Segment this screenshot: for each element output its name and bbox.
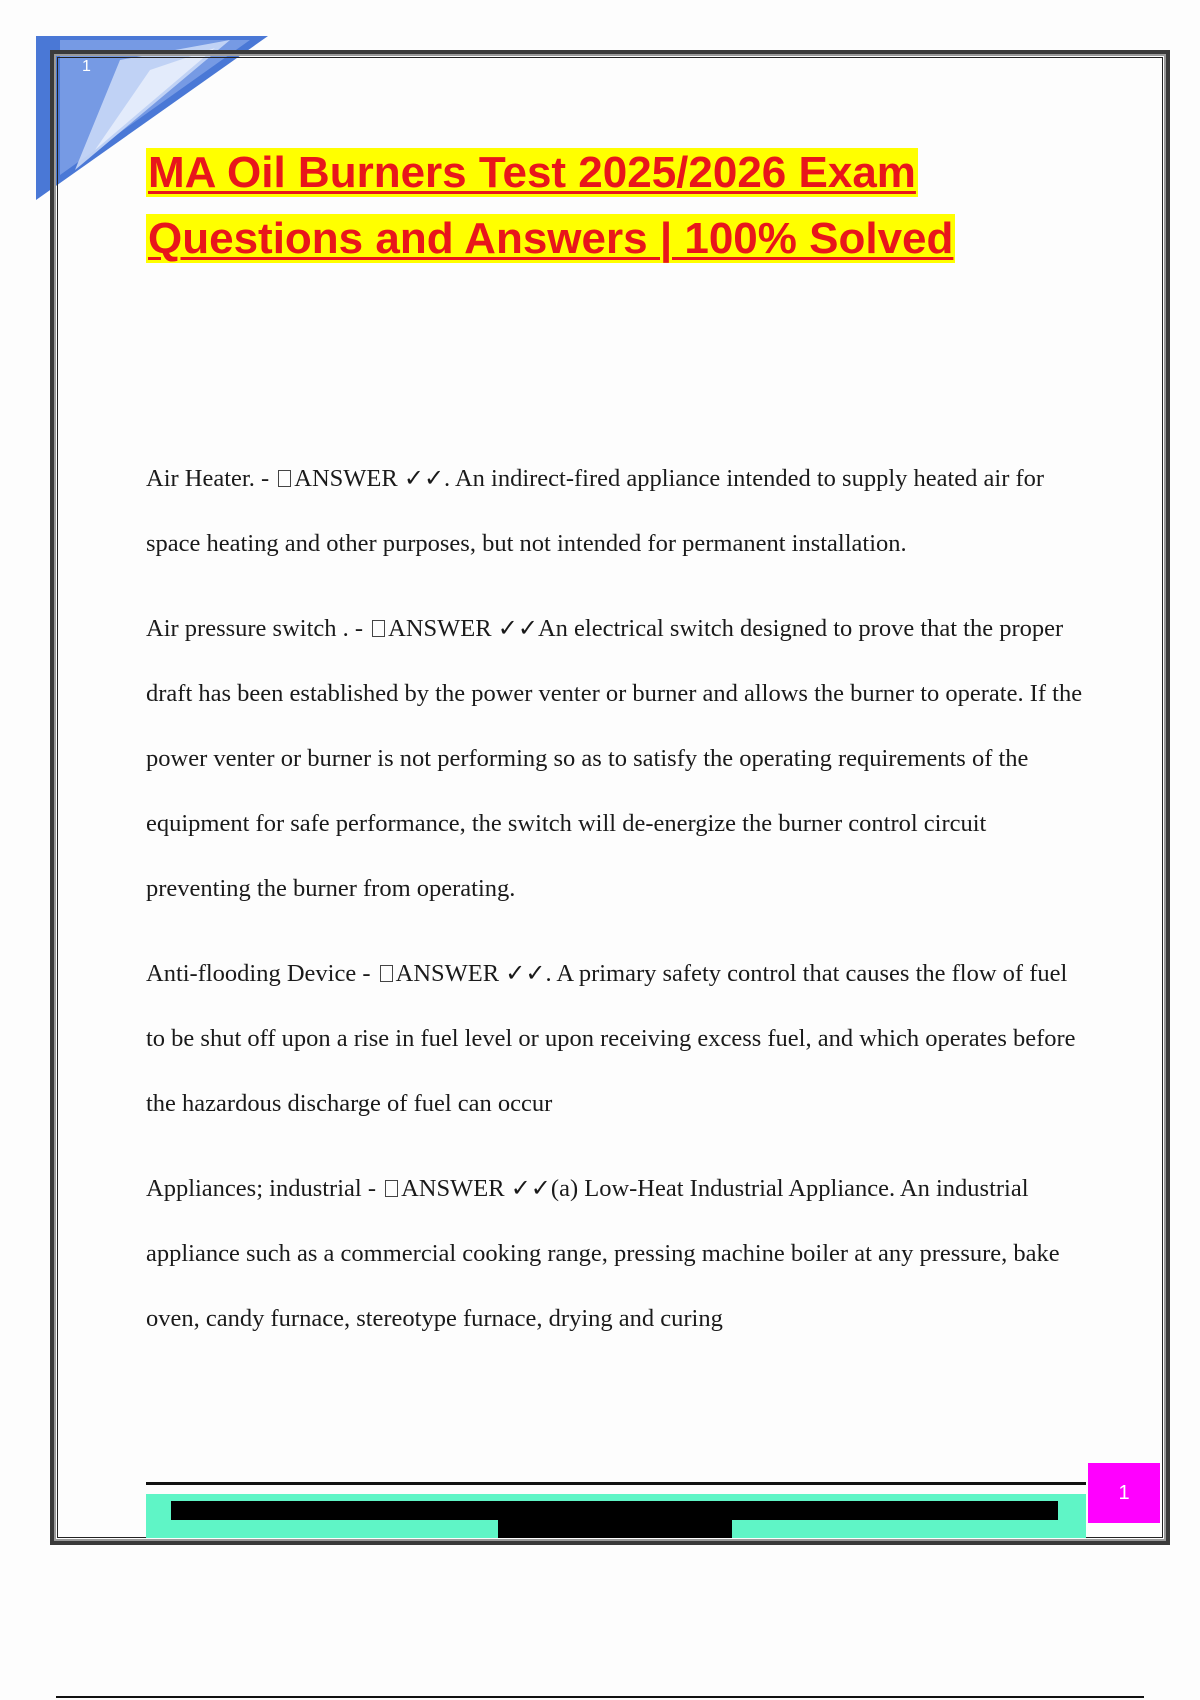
qa-term: Air Heater. - xyxy=(146,465,270,492)
qa-answer-label: ANSWER xyxy=(388,615,492,642)
qa-answer: (a) Low-Heat Industrial Appliance. An industrial appliance such as a commercial cooking range, pressing machine boiler at any pressure, bake oven, candy furnace, stereotype furnace, drying and curing xyxy=(146,1175,1060,1332)
qa-answer-label: ANSWER xyxy=(401,1175,505,1202)
corner-page-number: 1 xyxy=(82,58,91,75)
double-check-icon: ✓✓ xyxy=(497,614,538,642)
qa-list xyxy=(146,446,1091,1371)
title-line-1: MA Oil Burners Test 2025/2026 Exam xyxy=(148,148,916,197)
double-check-icon: ✓✓ xyxy=(505,959,546,987)
qa-answer: . An indirect-fired appliance intended to supply heated air for space heating and other purposes, but not intended for permanent installation. xyxy=(146,465,1045,557)
qa-item-appliances-industrial xyxy=(146,1156,1091,1351)
qa-term: Appliances; industrial - xyxy=(146,1175,376,1202)
qa-answer: An electrical switch designed to prove that the proper draft has been established by the power venter or burner and allows the burner to operate. If the power venter or burner is not performing so as to satisfy the operating requirements of the equipment for safe performance, the switch will de-energize the burner control circuit preventing the burner from operating. xyxy=(146,615,1083,902)
footer-tab xyxy=(498,1520,732,1538)
missing-glyph-icon xyxy=(385,1180,398,1197)
qa-item-air-pressure-switch xyxy=(146,596,1091,921)
qa-item-anti-flooding-device xyxy=(146,941,1091,1136)
double-check-icon: ✓✓ xyxy=(403,464,445,492)
title-line-2: Questions and Answers | 100% Solved xyxy=(148,214,954,263)
qa-term: Air pressure switch . - xyxy=(146,615,364,642)
page-number-badge: 1 xyxy=(1088,1463,1160,1523)
bottom-rule xyxy=(56,1696,1144,1698)
missing-glyph-icon xyxy=(278,470,291,487)
qa-term: Anti-flooding Device - xyxy=(146,960,371,987)
missing-glyph-icon xyxy=(380,965,393,982)
footer-bar xyxy=(171,1501,1058,1520)
qa-answer-label: ANSWER xyxy=(294,465,398,492)
qa-answer: . A primary safety control that causes the flow of fuel to be shut off upon a rise in fuel level or upon receiving excess fuel, and which operates before the hazardous discharge of fuel can occur xyxy=(146,960,1076,1117)
page-title xyxy=(146,140,1086,272)
qa-item-air-heater xyxy=(146,446,1091,576)
missing-glyph-icon xyxy=(372,620,385,637)
qa-answer-label: ANSWER xyxy=(395,960,500,987)
footer-rule xyxy=(146,1482,1086,1485)
double-check-icon: ✓✓ xyxy=(510,1174,551,1202)
